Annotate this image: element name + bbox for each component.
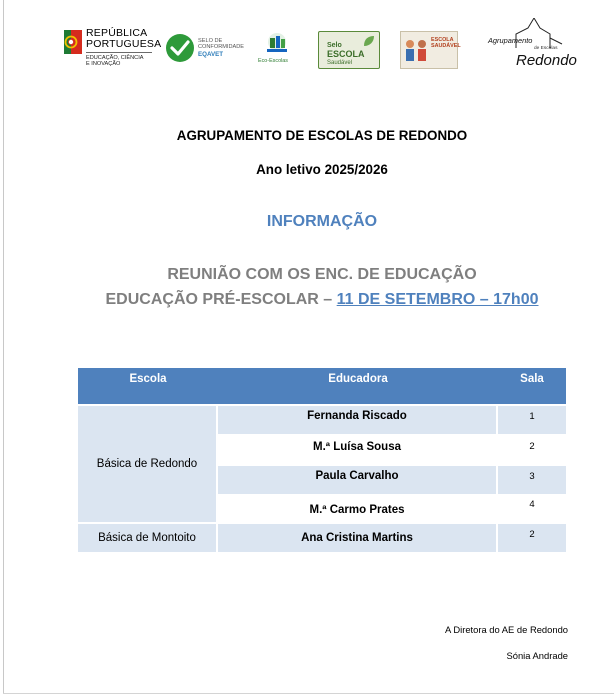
sala-cell: 2 xyxy=(498,436,566,464)
column-header-educadora: Educadora xyxy=(218,368,498,404)
table-divider xyxy=(496,404,498,552)
agrupamento-redondo-logo xyxy=(486,18,580,74)
educadora-cell: Ana Cristina Martins xyxy=(218,524,496,552)
school-year: Ano letivo 2025/2026 xyxy=(256,162,388,177)
republica-line4: E INOVAÇÃO xyxy=(86,61,121,68)
column-header-escola: Escola xyxy=(78,368,218,404)
republica-line2: PORTUGUESA xyxy=(86,38,162,50)
eqavet-line1: SELO DE xyxy=(198,38,223,44)
educadora-cell: M.ª Luísa Sousa xyxy=(218,436,496,464)
school-cell-montoito: Básica de Montoito xyxy=(98,532,196,544)
selo-line2: ESCOLA xyxy=(327,49,365,59)
portugal-emblem-icon xyxy=(64,30,82,54)
eqavet-line3: EQAVET xyxy=(198,51,223,58)
table-divider xyxy=(218,464,566,466)
sala-cell: 4 xyxy=(498,496,566,522)
children-illustration-icon xyxy=(403,36,431,66)
educadora-cell: M.ª Carmo Prates xyxy=(218,496,496,522)
agrupamento-line3: Redondo xyxy=(516,52,577,69)
escola-stamp-line2: SAUDÁVEL xyxy=(431,43,461,49)
educadora-cell: Paula Carvalho xyxy=(218,466,496,494)
selo-line3: Saudável xyxy=(327,60,353,66)
eqavet-logo xyxy=(166,34,248,68)
checkmark-badge-icon xyxy=(166,34,194,62)
eco-escolas-icon xyxy=(262,32,292,58)
agrupamento-line2: de Escolas xyxy=(534,46,558,51)
table-divider xyxy=(78,404,566,406)
republica-portuguesa-logo xyxy=(64,28,164,68)
logos-row xyxy=(60,18,580,78)
sala-cell: 3 xyxy=(498,466,566,494)
escola-stamp-line1: ESCOLA xyxy=(431,37,454,43)
selo-line1: Selo xyxy=(327,42,342,49)
meeting-date: 11 DE SETEMBRO – 17h00 xyxy=(336,291,539,308)
republica-line3: EDUCAÇÃO, CIÊNCIA xyxy=(86,55,144,61)
school-cell-redondo: Básica de Redondo xyxy=(96,458,198,470)
meeting-schedule-table xyxy=(78,368,566,552)
meeting-heading-line1: REUNIÃO COM OS ENC. DE EDUCAÇÃO xyxy=(167,266,477,283)
educadora-cell: Fernanda Riscado xyxy=(218,406,496,434)
organization-title: AGRUPAMENTO DE ESCOLAS DE REDONDO xyxy=(176,128,468,143)
column-header-sala: Sala xyxy=(498,368,566,404)
table-divider xyxy=(78,522,566,524)
signature-role: A Diretora do AE de Redondo xyxy=(445,624,568,635)
notice-title: INFORMAÇÃO xyxy=(266,213,378,230)
eco-escolas-logo xyxy=(260,32,296,68)
eco-escolas-label: Eco-Escolas xyxy=(258,58,288,64)
table-divider xyxy=(218,494,566,496)
table-divider xyxy=(218,434,566,436)
leaf-icon xyxy=(363,35,375,47)
sala-cell: 2 xyxy=(498,524,566,552)
meeting-heading-prefix: EDUCAÇÃO PRÉ-ESCOLAR – xyxy=(105,291,337,308)
eqavet-line2: CONFORMIDADE xyxy=(198,44,244,51)
sala-cell: 1 xyxy=(498,406,566,434)
republica-line1: REPÚBLICA xyxy=(86,27,148,39)
republica-divider xyxy=(86,52,152,53)
agrupamento-line1: Agrupamento xyxy=(488,36,533,45)
page-left-edge xyxy=(3,0,4,694)
meeting-heading-line2 xyxy=(0,291,614,309)
table-divider xyxy=(216,404,218,552)
signature-name: Sónia Andrade xyxy=(506,650,568,661)
selo-escola-saudavel-logo xyxy=(318,31,380,69)
escola-saudavel-stamp-logo xyxy=(400,31,461,69)
